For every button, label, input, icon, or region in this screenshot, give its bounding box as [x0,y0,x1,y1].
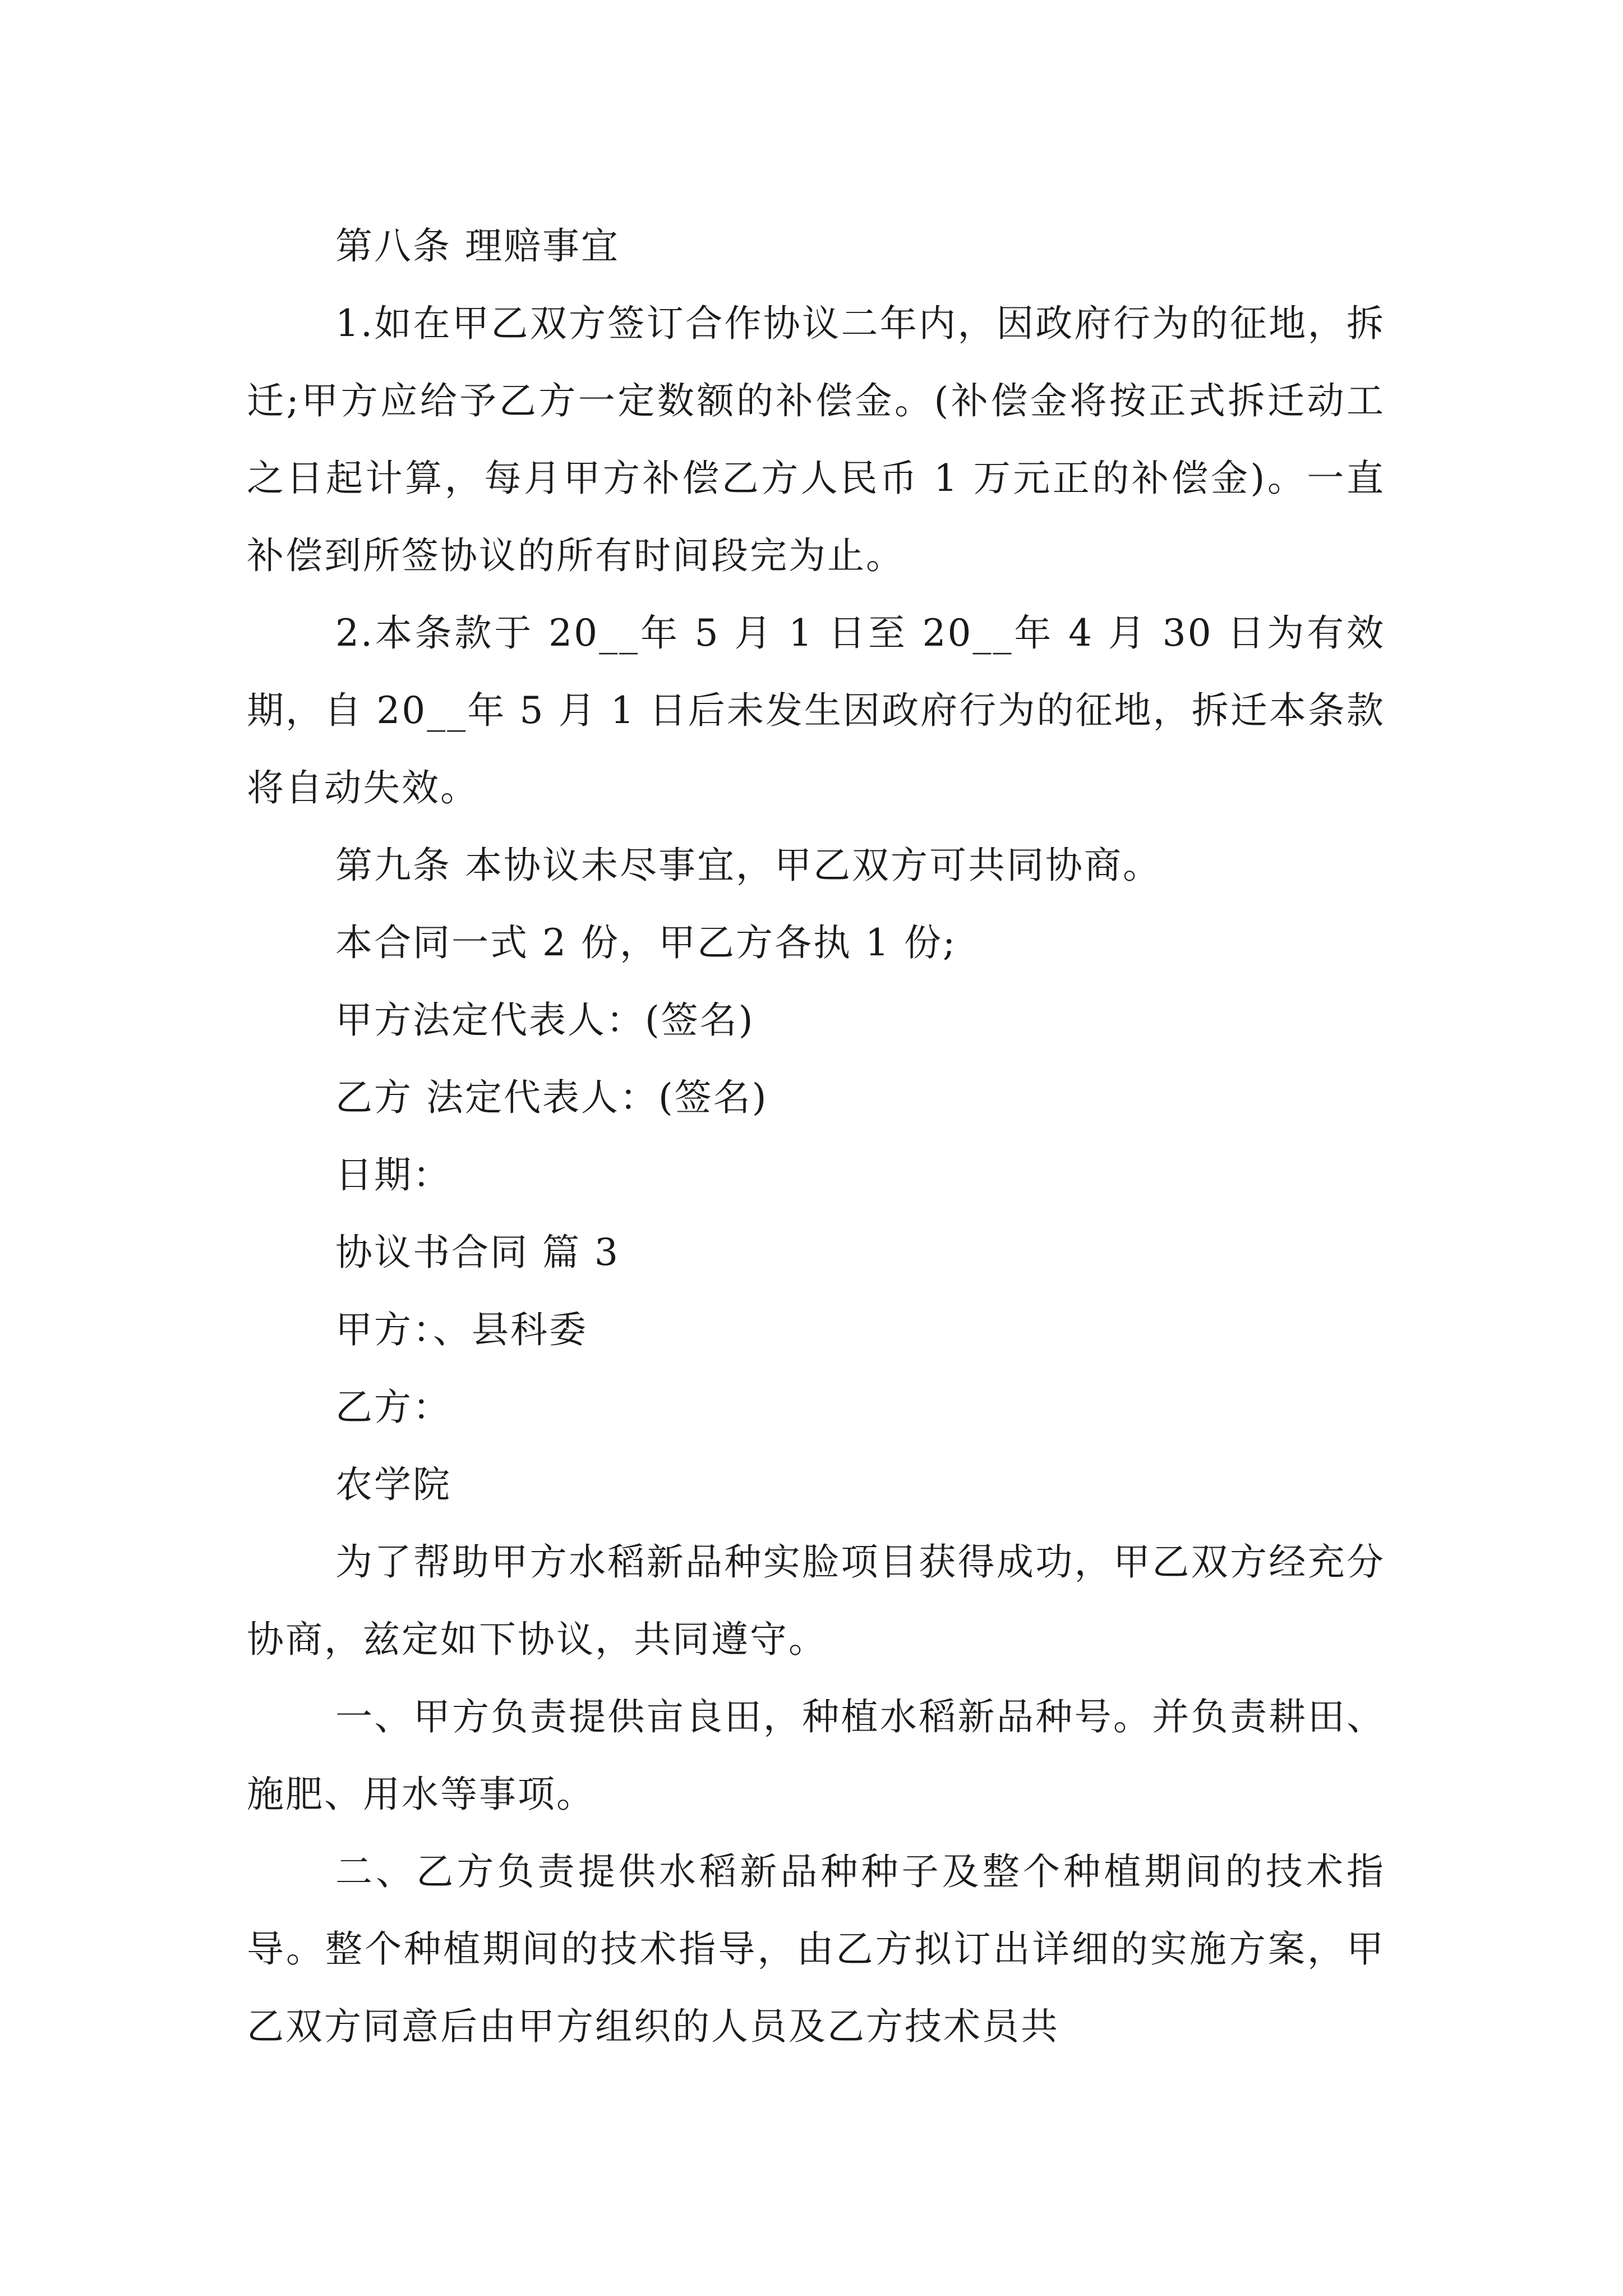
paragraph-clause-8-1: 1.如在甲乙双方签订合作协议二年内，因政府行为的征地，拆迁;甲方应给予乙方一定数额的补偿金。(补偿金将按正式拆迁动工之日起计算，每月甲方补偿乙方人民币 1 万元正的补偿金)。一直补偿到所签协议的所有时间段完为止。 [247,302,1385,577]
paragraph-copies: 本合同一式 2 份，甲乙方各执 1 份; [335,921,957,964]
paragraph-item-2: 二、乙方负责提供水稻新品种种子及整个种植期间的技术指导。整个种植期间的技术指导，由乙方拟订出详细的实施方案，甲乙双方同意后由甲方组织的人员及乙方技术员共 [247,1850,1385,2048]
paragraph-clause-8-2: 2.本条款于 20__年 5 月 1 日至 20__年 4 月 30 日为有效期，自 20__年 5 月 1 日后未发生因政府行为的征地，拆迁本条款将自动失效。 [247,611,1385,809]
party-a-signature-line: 甲方法定代表人：(签名) [335,999,755,1042]
party-b-signature-line: 乙方 法定代表人：(签名) [335,1076,768,1119]
paragraph-article-9: 第九条 本协议未尽事宜，甲乙双方可共同协商。 [335,844,1161,887]
party-b-line: 乙方： [335,1386,451,1429]
party-b-name: 农学院 [335,1463,451,1506]
heading-article-8: 第八条 理赔事宜 [335,224,620,268]
party-a-line: 甲方：、县科委 [335,1308,588,1351]
section-title-3: 协议书合同 篇 3 [335,1231,620,1274]
document-body [247,208,1385,2065]
paragraph-item-1: 一、甲方负责提供亩良田，种植水稻新品种号。并负责耕田、施肥、用水等事项。 [247,1695,1385,1816]
paragraph-preamble: 为了帮助甲方水稻新品种实脸项目获得成功，甲乙双方经充分协商，兹定如下协议，共同遵守。 [247,1540,1385,1661]
date-line: 日期： [335,1153,451,1197]
